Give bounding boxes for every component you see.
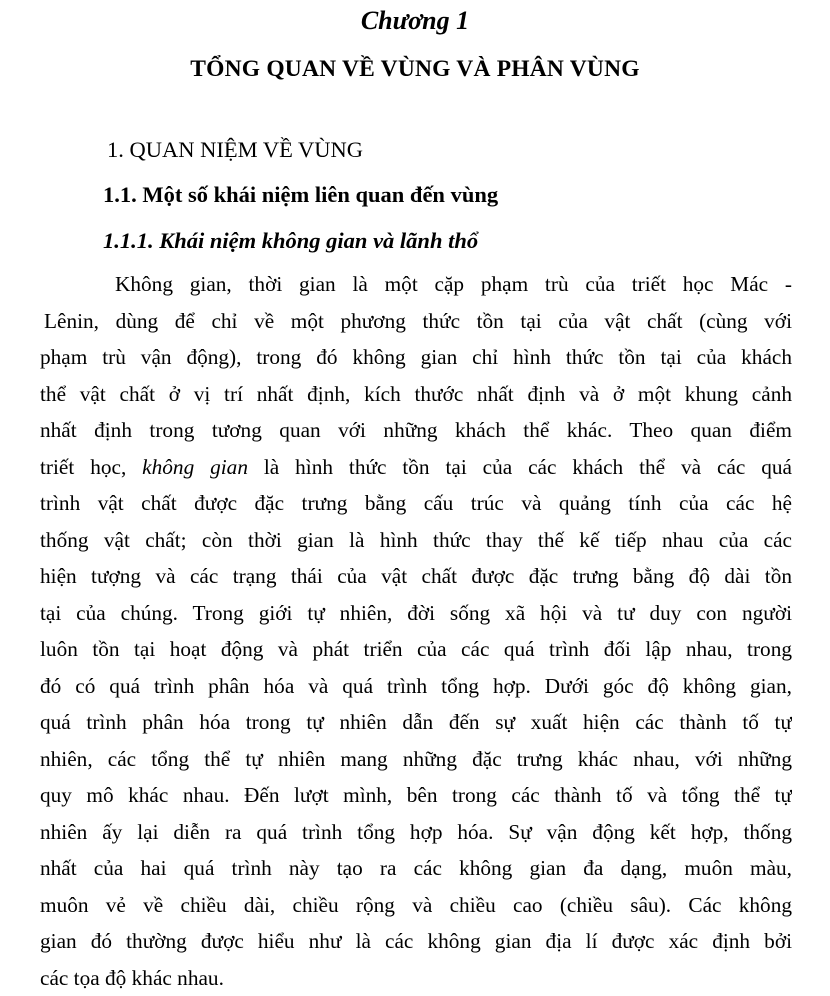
paragraph-line: đó có quá trình phân hóa và quá trình tổng hợp. Dưới góc độ không gian, [40, 668, 792, 705]
paragraph-line: tại của chúng. Trong giới tự nhiên, đời sống xã hội và tư duy con người [40, 595, 792, 632]
paragraph-line: phạm trù vận động), trong đó không gian chỉ hình thức tồn tại của khách [40, 339, 792, 376]
paragraph-line-with-emphasis [40, 449, 792, 486]
paragraph-line: trình vật chất được đặc trưng bằng cấu trúc và quảng tính của các hệ [40, 485, 792, 522]
subsubsection-heading: 1.1.1. Khái niệm không gian và lãnh thổ [103, 225, 478, 257]
paragraph-line: nhiên ấy lại diễn ra quá trình tổng hợp hóa. Sự vận động kết hợp, thống [40, 814, 792, 851]
emphasized-term: không gian [142, 455, 248, 479]
paragraph-line: thống vật chất; còn thời gian là hình thức thay thế kế tiếp nhau của các [40, 522, 792, 559]
subsection-heading: 1.1. Một số khái niệm liên quan đến vùng [103, 179, 498, 211]
paragraph-line: quá trình phân hóa trong tự nhiên dẫn đến sự xuất hiện các thành tố tự [40, 704, 792, 741]
paragraph-line: Lênin, dùng để chỉ về một phương thức tồn tại của vật chất (cùng với [40, 303, 792, 340]
chapter-title: TỔNG QUAN VỀ VÙNG VÀ PHÂN VÙNG [0, 52, 830, 86]
paragraph-line: nhất định trong tương quan với những khách thể khác. Theo quan điểm [40, 412, 792, 449]
chapter-label: Chương 1 [0, 4, 830, 38]
line-segment: triết học, [40, 455, 126, 479]
paragraph-line: gian đó thường được hiểu như là các không gian địa lí được xác định bởi [40, 923, 792, 960]
paragraph-line: Không gian, thời gian là một cặp phạm trù của triết học Mác - [40, 266, 792, 303]
paragraph-line-last: các tọa độ khác nhau. [40, 960, 792, 996]
section-heading: 1. QUAN NIỆM VỀ VÙNG [107, 134, 363, 166]
paragraph-line: luôn tồn tại hoạt động và phát triển của các quá trình đối lập nhau, trong [40, 631, 792, 668]
paragraph-line: hiện tượng và các trạng thái của vật chất được đặc trưng bằng độ dài tồn [40, 558, 792, 595]
body-paragraph [40, 266, 792, 996]
paragraph-line: quy mô khác nhau. Đến lượt mình, bên trong các thành tố và tổng thể tự [40, 777, 792, 814]
paragraph-line: nhất của hai quá trình này tạo ra các không gian đa dạng, muôn màu, [40, 850, 792, 887]
paragraph-line: muôn vẻ về chiều dài, chiều rộng và chiều cao (chiều sâu). Các không [40, 887, 792, 924]
line-segment: là hình thức tồn tại của các khách thể và các quá [264, 455, 792, 479]
paragraph-line: nhiên, các tổng thể tự nhiên mang những đặc trưng khác nhau, với những [40, 741, 792, 778]
paragraph-line: thể vật chất ở vị trí nhất định, kích thước nhất định và ở một khung cảnh [40, 376, 792, 413]
